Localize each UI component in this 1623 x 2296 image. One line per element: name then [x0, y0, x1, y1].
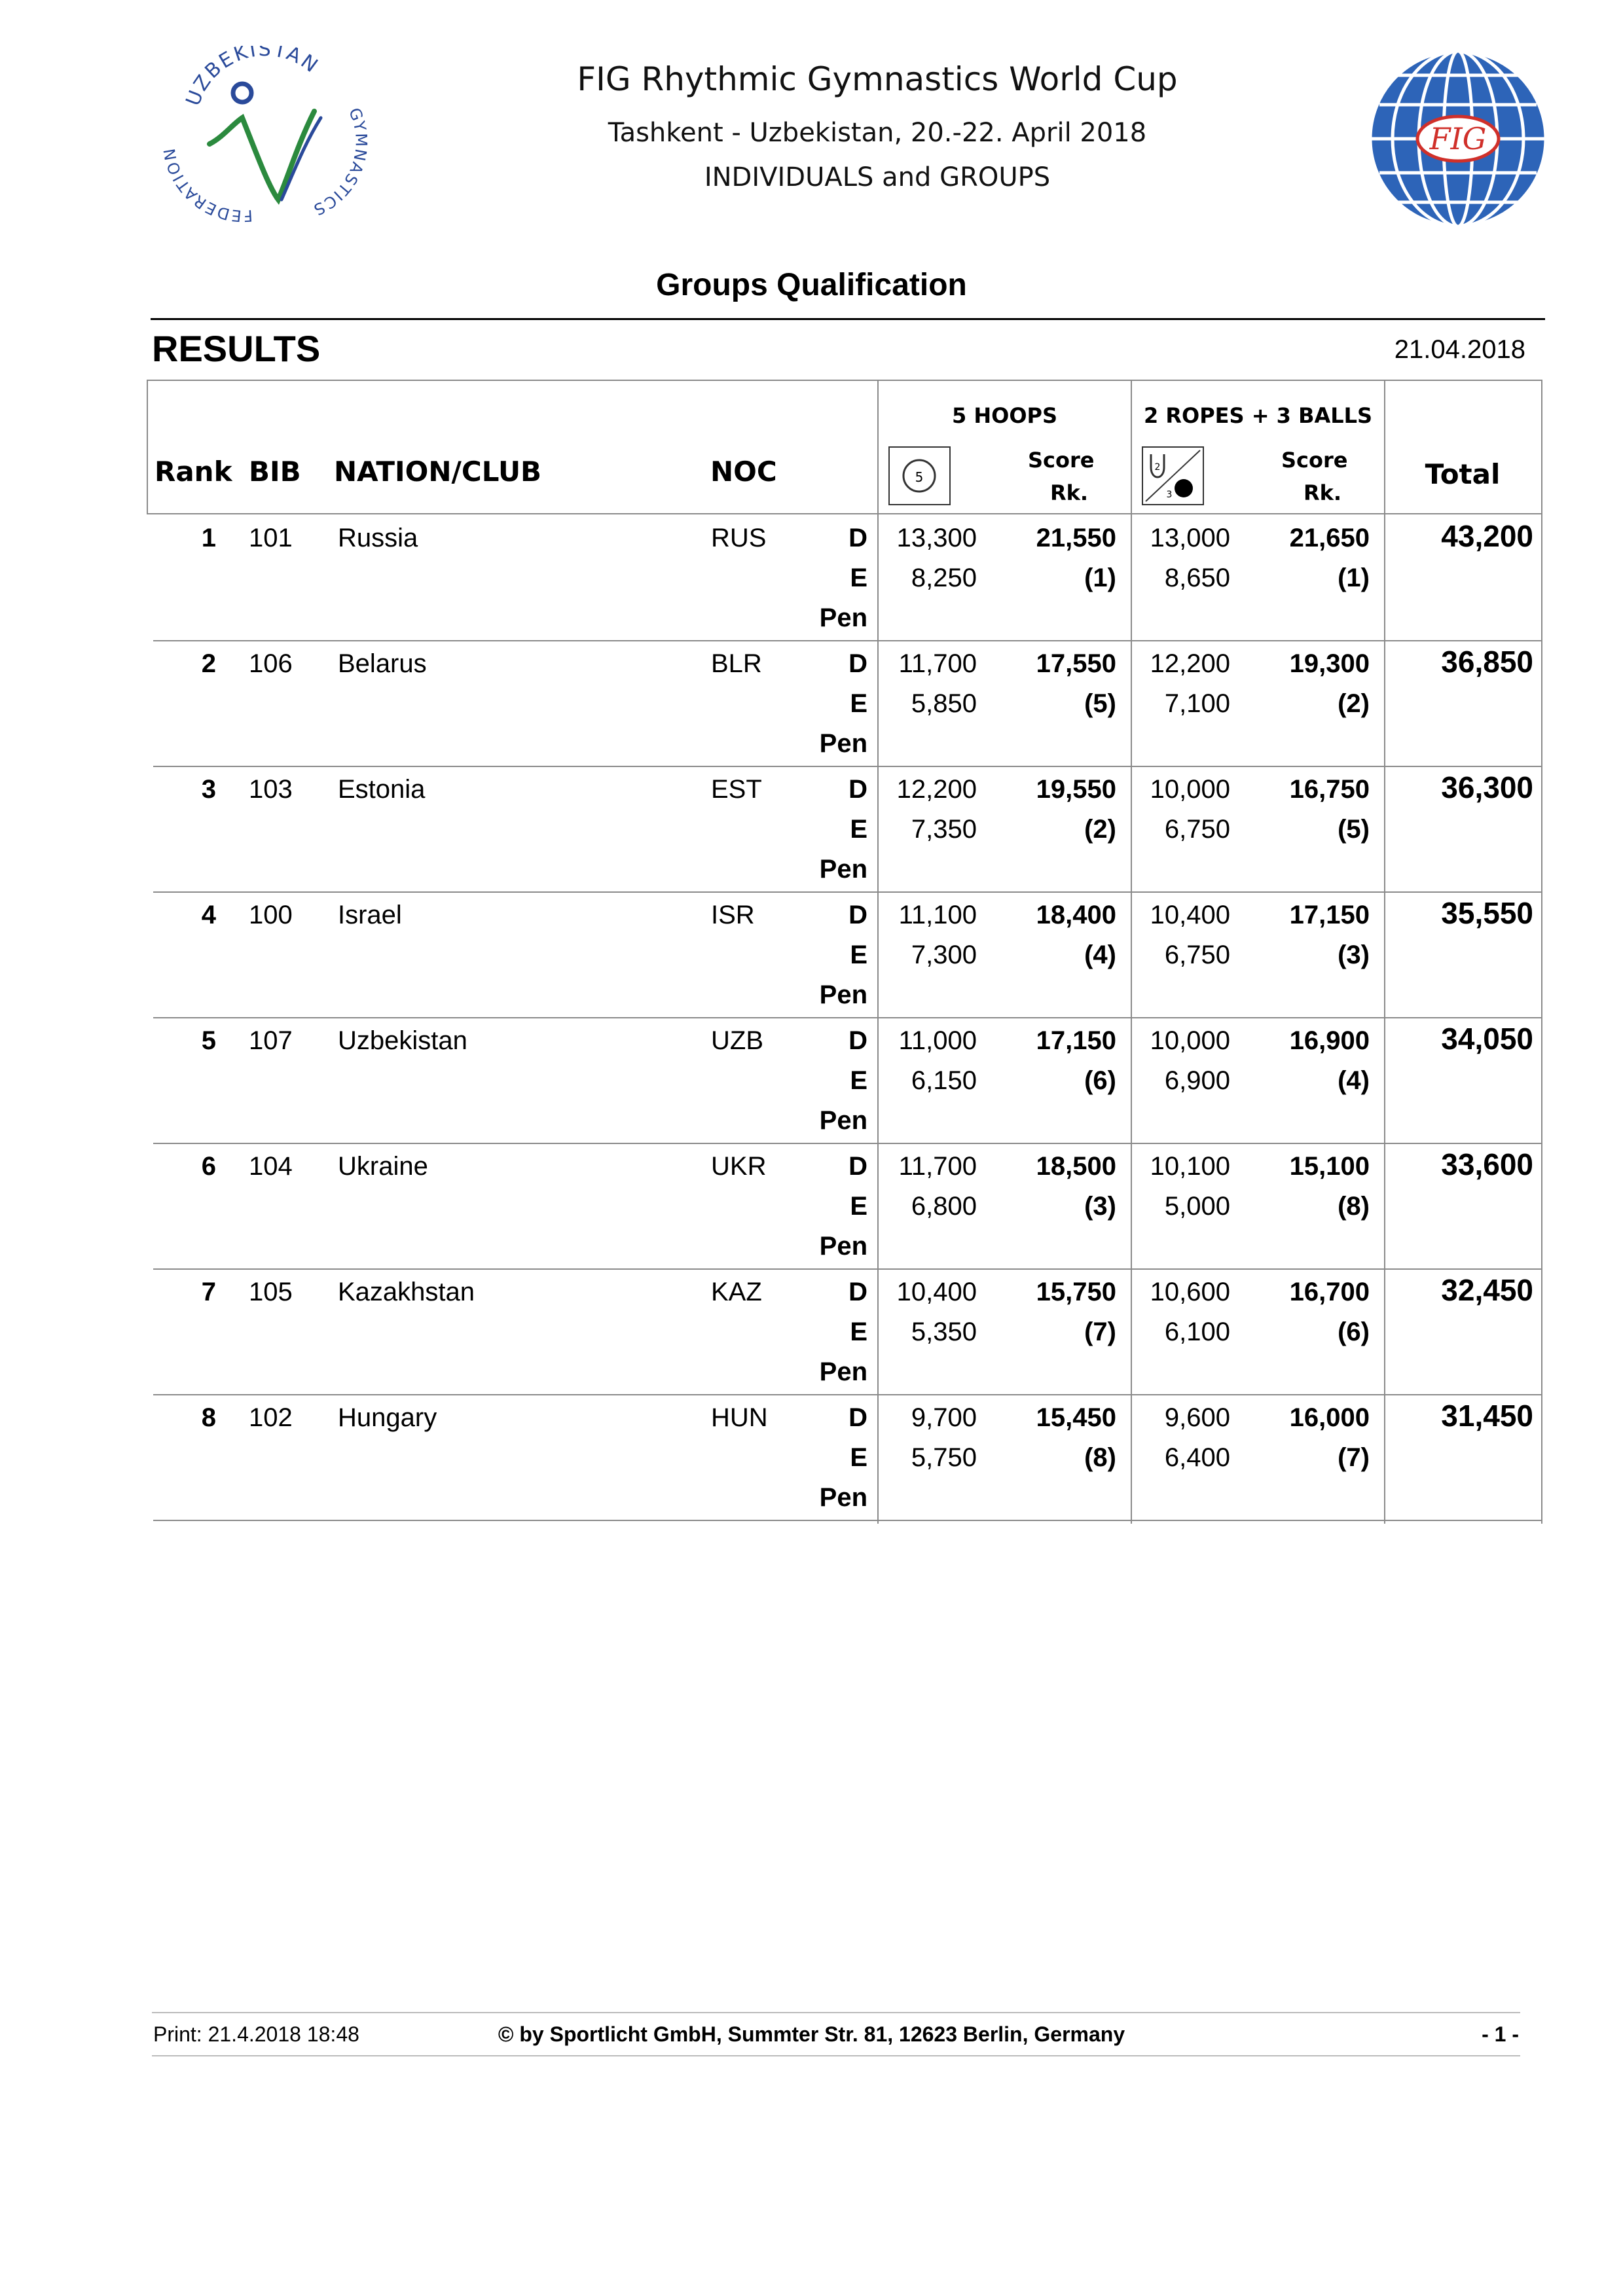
hoops-rank: (7): [1084, 1318, 1116, 1346]
event-location-dates: Tashkent - Uzbekistan, 20.-22. April 2018: [608, 118, 1147, 148]
noc-cell: UKR: [711, 1152, 767, 1181]
ropes-balls-total-score: 16,700: [1289, 1278, 1370, 1306]
hoops-total-score: 19,550: [1036, 775, 1116, 804]
hoops-total-score: 18,400: [1036, 901, 1116, 929]
ropes-balls-e-score: 6,900: [1164, 1066, 1230, 1095]
hoops-e-score: 5,850: [911, 689, 977, 718]
ropes-balls-d-score: 10,600: [1150, 1278, 1230, 1306]
row-label-pen: Pen: [819, 1357, 867, 1386]
divider: [1131, 380, 1132, 1524]
svg-text:3: 3: [1166, 490, 1173, 500]
row-label-e: E: [850, 1192, 867, 1221]
apparatus-2-name: 2 ROPES + 3 BALLS: [1143, 403, 1373, 428]
hoops-total-score: 21,550: [1036, 524, 1116, 552]
hoops-rank: (6): [1084, 1066, 1116, 1095]
row-label-d: D: [848, 1403, 867, 1432]
hoops-total-score: 18,500: [1036, 1152, 1116, 1181]
hoops-d-score: 11,000: [898, 1026, 977, 1055]
svg-text:UZBEKISTAN: UZBEKISTAN: [181, 46, 323, 109]
ropes-balls-d-score: 10,400: [1150, 901, 1230, 929]
header-rule: [151, 318, 1545, 320]
hoops-e-score: 8,250: [911, 564, 977, 592]
svg-text:2: 2: [1154, 462, 1161, 473]
hoops-total-score: 15,450: [1036, 1403, 1116, 1432]
svg-text:GYMNASTICS: GYMNASTICS: [310, 105, 371, 220]
row-label-pen: Pen: [819, 1106, 867, 1135]
row-label-d: D: [848, 901, 867, 929]
ropes-balls-d-score: 9,600: [1164, 1403, 1230, 1432]
noc-cell: RUS: [711, 524, 767, 552]
results-heading: RESULTS: [152, 328, 321, 369]
ropes-balls-total-score: 16,900: [1289, 1026, 1370, 1055]
row-label-pen: Pen: [819, 1483, 867, 1512]
hoops-total-score: 15,750: [1036, 1278, 1116, 1306]
bib-cell: 106: [249, 649, 293, 678]
hoops-e-score: 5,750: [911, 1443, 977, 1472]
ropes-balls-rank: (8): [1338, 1192, 1370, 1221]
row-label-d: D: [848, 1152, 867, 1181]
ropes-balls-e-score: 5,000: [1164, 1192, 1230, 1221]
footer-rule-top: [152, 2012, 1520, 2013]
row-label-pen: Pen: [819, 1232, 867, 1261]
total-score: 35,550: [1441, 896, 1533, 930]
ropes-balls-total-score: 15,100: [1289, 1152, 1370, 1181]
row-label-e: E: [850, 941, 867, 969]
total-score: 43,200: [1441, 519, 1533, 553]
row-label-d: D: [848, 1278, 867, 1306]
ropes-balls-e-score: 7,100: [1164, 689, 1230, 718]
ropes-balls-e-score: 6,400: [1164, 1443, 1230, 1472]
nation-cell: Russia: [338, 524, 418, 552]
nation-cell: Ukraine: [338, 1152, 428, 1181]
section-title: Groups Qualification: [656, 268, 967, 302]
ropes-balls-d-score: 12,200: [1150, 649, 1230, 678]
total-score: 36,850: [1441, 645, 1533, 679]
col-header-bib: BIB: [249, 456, 301, 488]
hoops-d-score: 9,700: [911, 1403, 977, 1432]
bib-cell: 104: [249, 1152, 293, 1181]
rank-cell: 8: [201, 1403, 216, 1432]
rank-cell: 4: [201, 901, 216, 929]
row-divider: [153, 766, 1542, 767]
print-timestamp: Print: 21.4.2018 18:48: [153, 2022, 359, 2046]
apparatus-1-name: 5 HOOPS: [951, 403, 1058, 428]
nation-cell: Estonia: [338, 775, 426, 804]
ropes-balls-e-score: 6,100: [1164, 1318, 1230, 1346]
hoop-apparatus-icon: [888, 446, 951, 505]
footer-rule-bottom: [152, 2055, 1520, 2056]
hoops-e-score: 5,350: [911, 1318, 977, 1346]
bib-cell: 107: [249, 1026, 293, 1055]
col-header-noc: NOC: [710, 456, 777, 488]
uzbekistan-federation-logo: [157, 46, 373, 223]
ropes-balls-total-score: 16,750: [1289, 775, 1370, 804]
row-divider: [153, 1143, 1542, 1144]
row-label-e: E: [850, 1066, 867, 1095]
ropes-balls-e-score: 6,750: [1164, 941, 1230, 969]
svg-text:5: 5: [915, 469, 924, 485]
hoops-d-score: 11,700: [898, 1152, 977, 1181]
hoops-rank: (4): [1084, 941, 1116, 969]
hoops-e-score: 6,150: [911, 1066, 977, 1095]
svg-text:FEDERATION: FEDERATION: [160, 145, 253, 223]
col-header-total: Total: [1425, 458, 1501, 490]
total-score: 31,450: [1441, 1399, 1533, 1433]
hoops-total-score: 17,150: [1036, 1026, 1116, 1055]
divider: [877, 380, 879, 1524]
hoops-e-score: 6,800: [911, 1192, 977, 1221]
row-divider: [153, 1268, 1542, 1270]
ropes-balls-d-score: 13,000: [1150, 524, 1230, 552]
col-header-rank: Rank: [155, 456, 232, 488]
nation-cell: Uzbekistan: [338, 1026, 467, 1055]
bib-cell: 103: [249, 775, 293, 804]
apparatus-2-score-label: Score: [1281, 448, 1348, 473]
hoops-d-score: 10,400: [896, 1278, 977, 1306]
hoops-d-score: 11,700: [898, 649, 977, 678]
row-label-e: E: [850, 1443, 867, 1472]
nation-cell: Belarus: [338, 649, 427, 678]
divider: [1384, 380, 1385, 1524]
ropes-balls-total-score: 16,000: [1289, 1403, 1370, 1432]
row-label-d: D: [848, 524, 867, 552]
hoops-rank: (5): [1084, 689, 1116, 718]
hoops-rank: (3): [1084, 1192, 1116, 1221]
ropes-balls-rank: (5): [1338, 815, 1370, 844]
nation-cell: Hungary: [338, 1403, 437, 1432]
row-divider: [153, 891, 1542, 893]
hoops-d-score: 12,200: [896, 775, 977, 804]
row-label-d: D: [848, 649, 867, 678]
hoops-rank: (1): [1084, 564, 1116, 592]
noc-cell: HUN: [711, 1403, 768, 1432]
bib-cell: 100: [249, 901, 293, 929]
total-score: 32,450: [1441, 1273, 1533, 1307]
ropes-balls-rank: (6): [1338, 1318, 1370, 1346]
rank-cell: 5: [201, 1026, 216, 1055]
ropes-balls-total-score: 19,300: [1289, 649, 1370, 678]
hoops-e-score: 7,350: [911, 815, 977, 844]
bib-cell: 101: [249, 524, 293, 552]
ropes-balls-d-score: 10,000: [1150, 775, 1230, 804]
divider: [1541, 380, 1542, 1524]
row-label-e: E: [850, 815, 867, 844]
hoops-total-score: 17,550: [1036, 649, 1116, 678]
row-label-pen: Pen: [819, 855, 867, 884]
ropes-balls-apparatus-icon: [1142, 446, 1204, 505]
noc-cell: BLR: [711, 649, 762, 678]
row-label-pen: Pen: [819, 980, 867, 1009]
ropes-balls-rank: (1): [1338, 564, 1370, 592]
rank-cell: 7: [201, 1278, 216, 1306]
noc-cell: UZB: [711, 1026, 763, 1055]
nation-cell: Israel: [338, 901, 402, 929]
hoops-rank: (2): [1084, 815, 1116, 844]
row-divider: [153, 1017, 1542, 1018]
copyright-notice: © by Sportlicht GmbH, Summter Str. 81, 12623 Berlin, Germany: [498, 2022, 1125, 2046]
noc-cell: ISR: [711, 901, 755, 929]
total-score: 34,050: [1441, 1022, 1533, 1056]
ropes-balls-d-score: 10,100: [1150, 1152, 1230, 1181]
results-date: 21.04.2018: [1394, 335, 1525, 364]
row-label-pen: Pen: [819, 603, 867, 632]
nation-cell: Kazakhstan: [338, 1278, 475, 1306]
total-score: 33,600: [1441, 1147, 1533, 1181]
bib-cell: 102: [249, 1403, 293, 1432]
row-label-e: E: [850, 689, 867, 718]
hoops-d-score: 11,100: [898, 901, 977, 929]
ropes-balls-rank: (3): [1338, 941, 1370, 969]
rank-cell: 3: [201, 775, 216, 804]
row-label-d: D: [848, 1026, 867, 1055]
row-divider: [153, 640, 1542, 641]
total-score: 36,300: [1441, 770, 1533, 804]
row-label-d: D: [848, 775, 867, 804]
row-label-e: E: [850, 564, 867, 592]
ropes-balls-rank: (2): [1338, 689, 1370, 718]
svg-text:FIG: FIG: [1429, 121, 1487, 156]
ropes-balls-total-score: 21,650: [1289, 524, 1370, 552]
hoops-d-score: 13,300: [896, 524, 977, 552]
apparatus-1-score-label: Score: [1028, 448, 1095, 473]
ropes-balls-d-score: 10,000: [1150, 1026, 1230, 1055]
ropes-balls-rank: (4): [1338, 1066, 1370, 1095]
ropes-balls-total-score: 17,150: [1289, 901, 1370, 929]
page-number: - 1 -: [1482, 2022, 1519, 2046]
apparatus-1-rank-label: Rk.: [1050, 480, 1089, 505]
noc-cell: KAZ: [711, 1278, 762, 1306]
hoops-rank: (8): [1084, 1443, 1116, 1472]
row-divider: [153, 1394, 1542, 1395]
bib-cell: 105: [249, 1278, 293, 1306]
rank-cell: 2: [201, 649, 216, 678]
ropes-balls-e-score: 6,750: [1164, 815, 1230, 844]
ropes-balls-e-score: 8,650: [1164, 564, 1230, 592]
row-divider: [153, 1520, 1542, 1521]
event-title: FIG Rhythmic Gymnastics World Cup: [577, 60, 1178, 98]
row-label-e: E: [850, 1318, 867, 1346]
fig-globe-logo: [1365, 46, 1552, 232]
ropes-balls-rank: (7): [1338, 1443, 1370, 1472]
event-category: INDIVIDUALS and GROUPS: [704, 162, 1051, 192]
rank-cell: 1: [201, 524, 216, 552]
noc-cell: EST: [711, 775, 762, 804]
apparatus-2-rank-label: Rk.: [1304, 480, 1342, 505]
row-label-pen: Pen: [819, 729, 867, 758]
col-header-nation: NATION/CLUB: [334, 456, 542, 488]
hoops-e-score: 7,300: [911, 941, 977, 969]
rank-cell: 6: [201, 1152, 216, 1181]
